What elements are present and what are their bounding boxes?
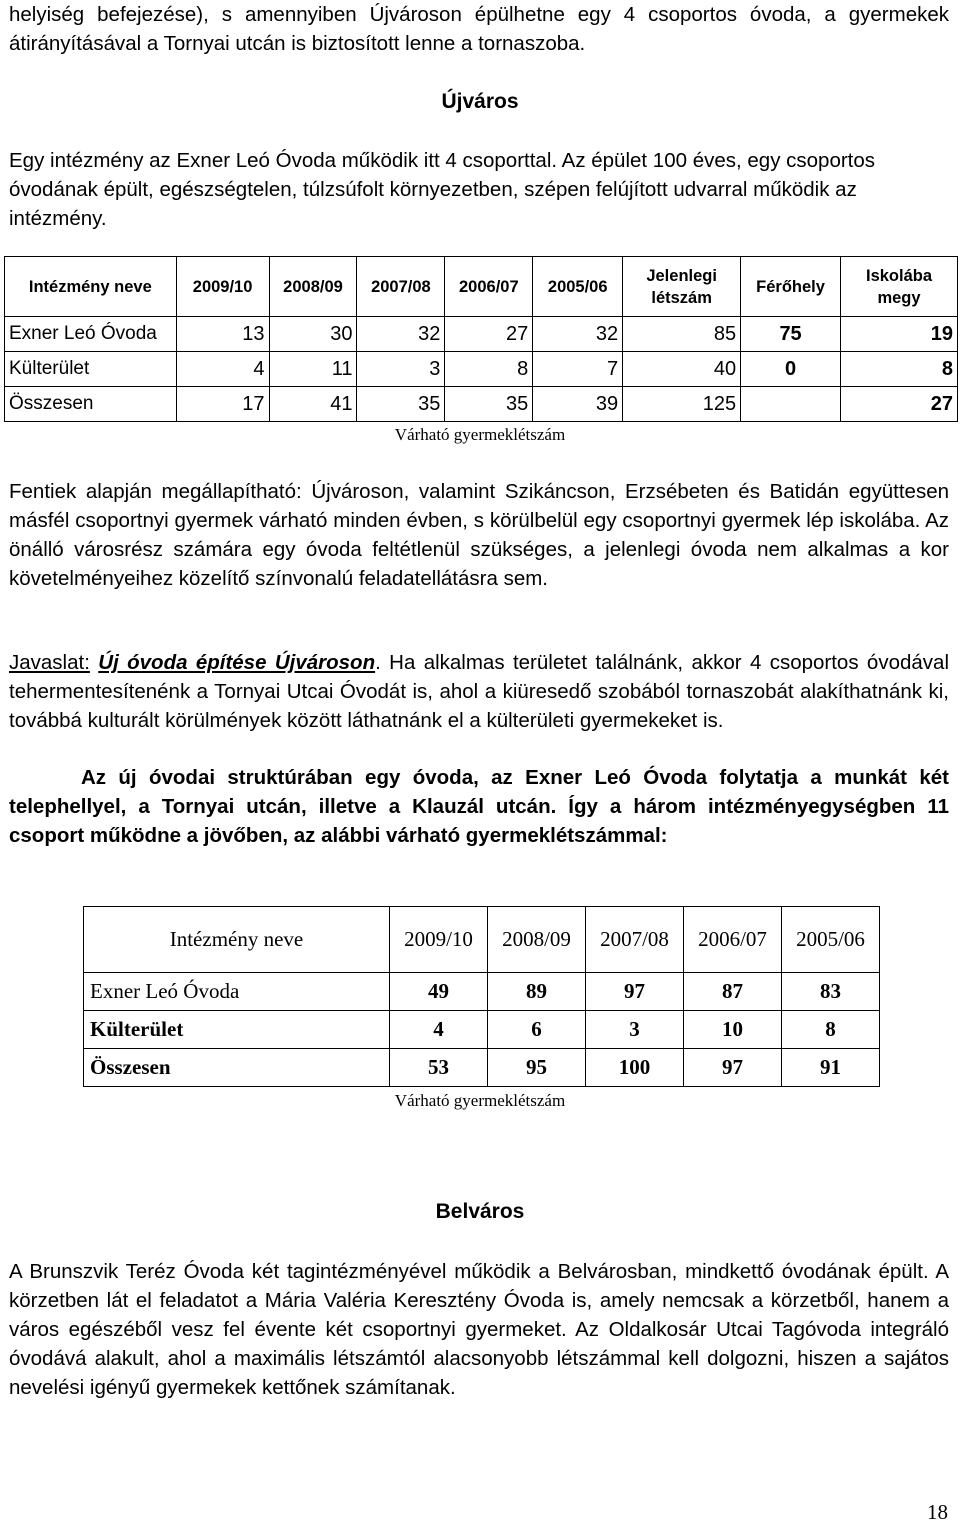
proposal-label: Javaslat: <box>9 651 90 674</box>
table-cell: 83 <box>782 973 880 1011</box>
table-cell: 53 <box>390 1049 488 1087</box>
table-cell: 8 <box>445 352 533 387</box>
intro-paragraph: helyiség befejezése), s amennyiben Újvároson épülhetne egy 4 csoportos óvoda, a gyermekek átirányításával a Tornyai utcán is biztosított lenne a tornaszoba. <box>9 3 949 55</box>
section-heading-belvaros: Belváros <box>435 1200 525 1223</box>
proposal-text: . Ha alkalmas területet találnánk, akkor 4 csoportos óvodával tehermentesítenénk a Tornyai Utcai Óvodát is, ahol a kiüresedő szobából tornaszobát alakíthatnánk ki, továbbá kulturált körülmények között láthatnánk el a külterületi gyermekeket is. <box>9 651 949 732</box>
table-header: Intézmény neve <box>84 907 390 973</box>
table-header: Férőhely <box>741 257 841 317</box>
table-row <box>84 973 880 1011</box>
table-header-row <box>84 907 880 973</box>
table-cell: 6 <box>488 1011 586 1049</box>
table-header: 2005/06 <box>533 257 623 317</box>
table-cell: 35 <box>445 387 533 422</box>
table-cell: Külterület <box>5 352 177 387</box>
table-cell: Összesen <box>84 1049 390 1087</box>
table-cell: Összesen <box>5 387 177 422</box>
table-header: 2007/08 <box>357 257 445 317</box>
table-cell: 30 <box>269 317 357 352</box>
table-cell: 97 <box>586 973 684 1011</box>
table-cell <box>741 387 841 422</box>
table-header: 2006/07 <box>684 907 782 973</box>
table-cell: 125 <box>623 387 741 422</box>
table-cell: Exner Leó Óvoda <box>5 317 177 352</box>
table-header: 2009/10 <box>176 257 269 317</box>
table-cell: 75 <box>741 317 841 352</box>
ujvaros-paragraph: Egy intézmény az Exner Leó Óvoda működik itt 4 csoporttal. Az épület 100 éves, egy csoportos óvodának épült, egészségtelen, túlzsúfolt környezetben, szépen felújított udvarral működik az intézmény. <box>9 149 876 230</box>
table-cell: 4 <box>176 352 269 387</box>
table-cell: 35 <box>357 387 445 422</box>
table-row <box>5 352 958 387</box>
enrollment-table-1 <box>4 256 958 422</box>
table-row <box>5 317 958 352</box>
table-row <box>84 1011 880 1049</box>
table-header: 2007/08 <box>586 907 684 973</box>
table-row <box>84 1049 880 1087</box>
table-header: Iskolába megy <box>841 257 958 317</box>
section-heading-ujvaros: Újváros <box>441 90 519 113</box>
table-cell: 100 <box>586 1049 684 1087</box>
table-header-row <box>5 257 958 317</box>
table-cell: 89 <box>488 973 586 1011</box>
table-cell: 32 <box>357 317 445 352</box>
table-cell: 3 <box>586 1011 684 1049</box>
table-header: 2006/07 <box>445 257 533 317</box>
conclusion-paragraph: Fentiek alapján megállapítható: Újvároson, valamint Szikáncson, Erzsébeten és Batidán együttesen másfél csoportnyi gyermek várható minden évben, s körülbelül egy csoportnyi gyermek lép iskolába. Az önálló városrész számára egy óvoda feltétlenül szükséges, a jelenlegi óvoda nem alkalmas a kor követelményeihez közelítő színvonalú feladatellátásra sem. <box>9 480 949 590</box>
table-cell: 39 <box>533 387 623 422</box>
table-header: 2008/09 <box>488 907 586 973</box>
table-cell: 8 <box>841 352 958 387</box>
table-cell: 27 <box>841 387 958 422</box>
table-cell: 11 <box>269 352 357 387</box>
table-cell: 7 <box>533 352 623 387</box>
table1-caption: Várható gyermeklétszám <box>394 425 566 444</box>
table-row <box>5 387 958 422</box>
enrollment-table-2 <box>83 906 880 1087</box>
table-cell: 95 <box>488 1049 586 1087</box>
table-cell: 27 <box>445 317 533 352</box>
table-cell: 17 <box>176 387 269 422</box>
table2-caption: Várható gyermeklétszám <box>394 1091 566 1110</box>
table-cell: 49 <box>390 973 488 1011</box>
table-cell: 97 <box>684 1049 782 1087</box>
table-header: 2005/06 <box>782 907 880 973</box>
table-cell: Külterület <box>84 1011 390 1049</box>
table-header: Jelenlegi létszám <box>623 257 741 317</box>
proposal-title: Új óvoda építése Újvároson <box>98 651 376 674</box>
table-cell: 32 <box>533 317 623 352</box>
table-cell: 41 <box>269 387 357 422</box>
table-header: Intézmény neve <box>5 257 177 317</box>
table-header: 2009/10 <box>390 907 488 973</box>
table-cell: 4 <box>390 1011 488 1049</box>
table-header: 2008/09 <box>269 257 357 317</box>
table-cell: 8 <box>782 1011 880 1049</box>
table-cell: 91 <box>782 1049 880 1087</box>
table-cell: 0 <box>741 352 841 387</box>
table-cell: 3 <box>357 352 445 387</box>
table-cell: 13 <box>176 317 269 352</box>
proposal-paragraph <box>9 648 949 735</box>
belvaros-paragraph: A Brunszvik Teréz Óvoda két tagintézményével működik a Belvárosban, mindkettő óvodának épült. A körzetben lát el feladatot a Mária Valéria Keresztény Óvoda is, amely nemcsak a körzetből, hanem a város egészéből vesz fel évente két csoportnyi gyermeket. Az Oldalkosár Utcai Tagóvoda integráló óvodává alakult, ahol a maximális létszámtól alacsonyobb létszámmal kell dolgozni, hiszen a sajátos nevelési igényű gyermekek kettőnek számítanak. <box>9 1260 949 1399</box>
table-cell: Exner Leó Óvoda <box>84 973 390 1011</box>
structure-paragraph: Az új óvodai struktúrában egy óvoda, az Exner Leó Óvoda folytatja a munkát két telephellyel, a Tornyai utcán, illetve a Klauzál utcán. Így a három intézményegységben 11 csoport működne a jövőben, az alábbi várható gyermeklétszámmal: <box>9 766 949 847</box>
page-number: 18 <box>927 1500 948 1524</box>
table-cell: 85 <box>623 317 741 352</box>
table-cell: 19 <box>841 317 958 352</box>
table-cell: 87 <box>684 973 782 1011</box>
table-cell: 40 <box>623 352 741 387</box>
table-cell: 10 <box>684 1011 782 1049</box>
